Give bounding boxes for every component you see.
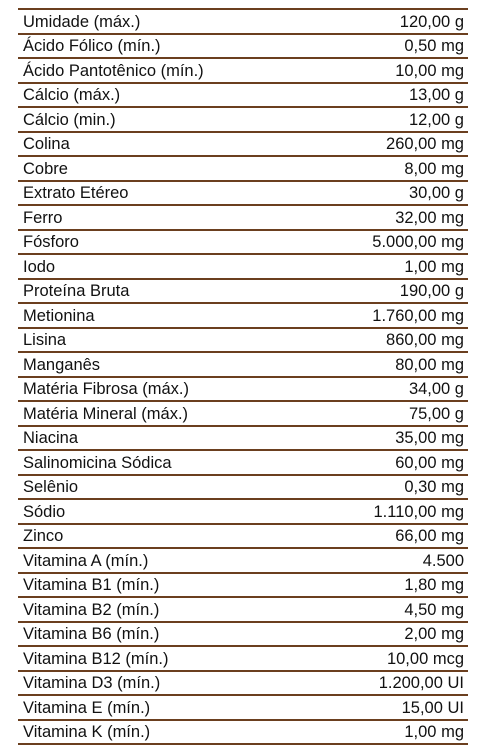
nutrient-amount: 4,50 mg [243,597,468,622]
nutrient-table-container [18,8,468,745]
nutrient-amount: 260,00 mg [243,132,468,157]
nutrient-amount: 35,00 mg [243,426,468,451]
table-row [18,450,468,475]
table-row [18,646,468,671]
nutrient-name: Vitamina K (mín.) [18,720,243,745]
nutrient-amount: 8,00 mg [243,156,468,181]
nutrient-name: Extrato Etéreo [18,181,243,206]
nutrient-amount: 66,00 mg [243,524,468,549]
nutrient-amount: 1.200,00 UI [243,671,468,696]
table-row [18,401,468,426]
nutrient-amount: 30,00 g [243,181,468,206]
table-row [18,524,468,549]
table-row [18,181,468,206]
nutrient-amount: 75,00 g [243,401,468,426]
nutrient-amount: 60,00 mg [243,450,468,475]
nutrient-name: Matéria Fibrosa (máx.) [18,377,243,402]
nutrient-amount: 0,50 mg [243,34,468,59]
nutrient-amount: 13,00 g [243,83,468,108]
nutrient-amount: 1.760,00 mg [243,303,468,328]
nutrient-name: Cálcio (máx.) [18,83,243,108]
nutrient-amount: 5.000,00 mg [243,230,468,255]
nutrient-name: Cálcio (min.) [18,107,243,132]
nutrient-name: Ferro [18,205,243,230]
nutrient-name: Vitamina B1 (mín.) [18,573,243,598]
table-row [18,279,468,304]
nutrient-amount: 190,00 g [243,279,468,304]
table-row [18,426,468,451]
nutrient-amount: 15,00 UI [243,695,468,720]
nutrient-name: Metionina [18,303,243,328]
table-row [18,58,468,83]
nutrient-name: Ácido Fólico (mín.) [18,34,243,59]
nutrient-name: Cobre [18,156,243,181]
nutrient-name: Vitamina B6 (mín.) [18,622,243,647]
table-row [18,254,468,279]
nutrient-amount: 32,00 mg [243,205,468,230]
nutrient-amount: 1,80 mg [243,573,468,598]
table-row [18,597,468,622]
table-row [18,475,468,500]
nutrient-name: Salinomicina Sódica [18,450,243,475]
nutrient-name: Ácido Pantotênico (mín.) [18,58,243,83]
table-row [18,205,468,230]
nutrient-name: Vitamina E (mín.) [18,695,243,720]
table-row [18,573,468,598]
nutrient-amount: 34,00 g [243,377,468,402]
table-row [18,671,468,696]
table-row [18,107,468,132]
table-row [18,548,468,573]
nutrient-amount: 120,00 g [243,9,468,34]
table-row [18,622,468,647]
nutrient-name: Manganês [18,352,243,377]
table-row [18,328,468,353]
nutrient-name: Proteína Bruta [18,279,243,304]
nutrient-name: Selênio [18,475,243,500]
nutrient-table-body [18,9,468,744]
nutrient-amount: 10,00 mcg [243,646,468,671]
table-row [18,303,468,328]
table-row [18,9,468,34]
nutrient-name: Sódio [18,499,243,524]
nutrient-name: Colina [18,132,243,157]
table-row [18,377,468,402]
nutrient-name: Fósforo [18,230,243,255]
nutrient-name: Vitamina A (mín.) [18,548,243,573]
nutrient-amount: 2,00 mg [243,622,468,647]
table-row [18,695,468,720]
table-row [18,720,468,745]
table-row [18,230,468,255]
nutrient-amount: 860,00 mg [243,328,468,353]
table-row [18,499,468,524]
nutrient-amount: 1.110,00 mg [243,499,468,524]
table-row [18,83,468,108]
nutrient-amount: 4.500 [243,548,468,573]
nutrient-amount: 1,00 mg [243,254,468,279]
table-row [18,352,468,377]
nutrient-name: Matéria Mineral (máx.) [18,401,243,426]
nutrient-name: Umidade (máx.) [18,9,243,34]
nutrient-amount: 0,30 mg [243,475,468,500]
nutrient-name: Lisina [18,328,243,353]
nutrient-name: Vitamina B2 (mín.) [18,597,243,622]
nutrient-name: Vitamina D3 (mín.) [18,671,243,696]
nutrient-name: Niacina [18,426,243,451]
nutrient-amount: 10,00 mg [243,58,468,83]
nutrient-name: Iodo [18,254,243,279]
table-row [18,132,468,157]
nutrient-name: Vitamina B12 (mín.) [18,646,243,671]
nutrient-amount: 1,00 mg [243,720,468,745]
nutrient-amount: 80,00 mg [243,352,468,377]
table-row [18,34,468,59]
nutrient-name: Zinco [18,524,243,549]
nutrient-table [18,8,468,745]
nutrient-amount: 12,00 g [243,107,468,132]
table-row [18,156,468,181]
